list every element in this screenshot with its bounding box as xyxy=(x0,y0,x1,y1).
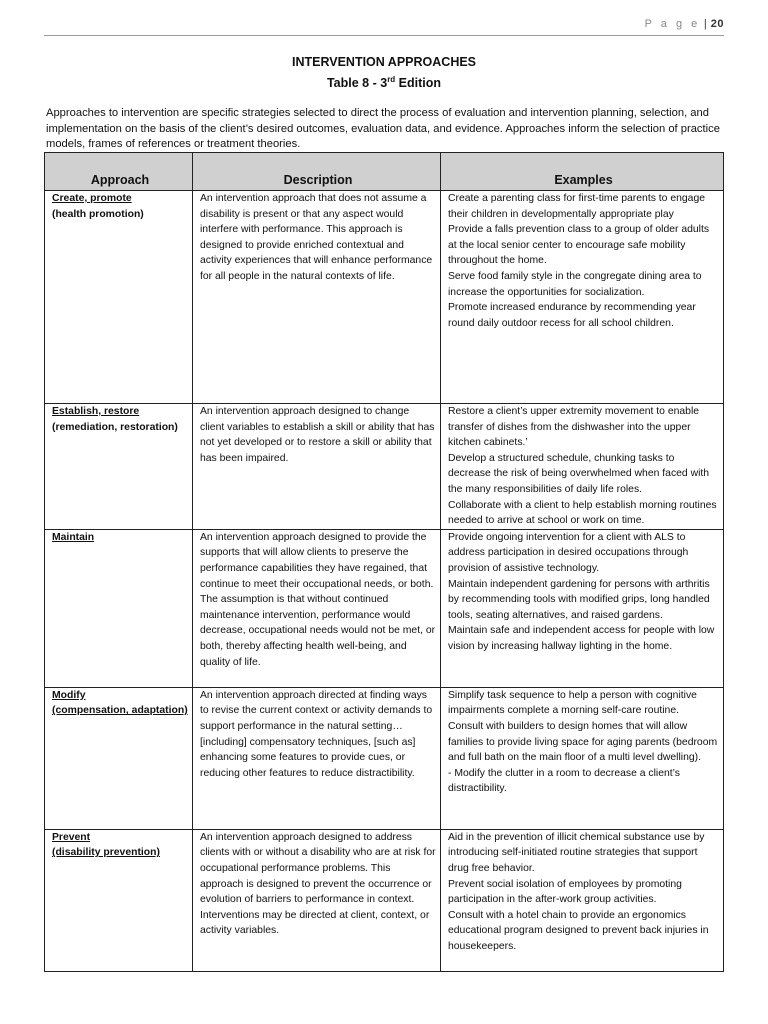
title-line-1: INTERVENTION APPROACHES xyxy=(291,55,477,69)
example-item: Restore a client’s upper extremity movement to enable transfer of dishes from the dishwasher into the upper kitchen cabinets.’ xyxy=(448,406,700,449)
table-row xyxy=(45,687,724,829)
document-title xyxy=(0,54,768,92)
page-label: P a g e xyxy=(644,18,701,30)
example-item: Develop a structured schedule, chunking tasks to decrease the risk of being overwhelmed when faced with the many responsibilities of daily life roles. xyxy=(448,452,710,495)
approach-cell xyxy=(45,829,193,971)
approach-cell xyxy=(45,529,193,687)
examples-cell xyxy=(441,687,724,829)
description-cell: An intervention approach designed to address clients with or without a disability who are at risk for occupational performance problems. This approach is designed to prevent the occurrence or evolution of barriers to performance in context. Interventions may be directed at client, context, or activity variables. xyxy=(193,829,441,971)
example-item: Provide a falls prevention class to a group of older adults at the local senior center to encourage safe mobility throughout the home. xyxy=(448,224,710,267)
intro-paragraph: Approaches to intervention are specific strategies selected to direct the process of evaluation and intervention planning, selection, and implementation on the basis of the client’s desired outcomes, evaluation data, and evidence. Approaches inform the selection of practice models, frames of references or treatment theories. xyxy=(46,107,720,150)
table-row xyxy=(45,191,724,404)
page-separator: | xyxy=(703,18,708,30)
title-line-2 xyxy=(0,71,768,92)
examples-cell xyxy=(441,191,724,404)
approach-cell xyxy=(45,404,193,530)
description-cell: An intervention approach designed to change client variables to establish a skill or ability that has not yet developed or to restore a skill or ability that has been impaired. xyxy=(193,404,441,530)
approach-name: Prevent xyxy=(52,831,91,843)
example-item: Provide ongoing intervention for a client with ALS to address participation in desired occupations through provision of assistive technology. xyxy=(448,531,689,574)
title-superscript: rd xyxy=(387,75,396,84)
approach-subtitle: (remediation, restoration) xyxy=(52,421,178,433)
intervention-table xyxy=(44,152,724,972)
example-item: Maintain independent gardening for persons with arthritis by recommending tools with modified grips, long handled tools, seating alternatives, and raised gardens. xyxy=(448,578,710,621)
page-number: 20 xyxy=(710,18,724,30)
table-header-row xyxy=(45,153,724,191)
example-item: Promote increased endurance by recommending year round daily outdoor recess for all school children. xyxy=(448,302,696,329)
example-item: Maintain safe and independent access for people with low vision by increasing hallway lighting in the home. xyxy=(448,625,715,652)
title-table-label: Table 8 - 3 xyxy=(326,76,388,91)
approach-cell xyxy=(45,191,193,404)
approach-name: Create, promote xyxy=(52,193,132,204)
description-cell: An intervention approach that does not assume a disability is present or that any aspect would interfere with performance. This approach is designed to provide enriched contextual and activity experiences that will enhance performance for all people in the natural contexts of life. xyxy=(193,191,441,404)
table-row xyxy=(45,829,724,971)
column-header-examples: Examples xyxy=(441,153,724,191)
example-item: - Modify the clutter in a room to decrease a client’s distractibility. xyxy=(448,767,680,795)
examples-cell xyxy=(441,529,724,687)
description-cell: An intervention approach designed to provide the supports that will allow clients to preserve the performance capabilities they have regained, that continue to meet their occupational needs, or both. The assumption is that without continued maintenance intervention, performance would decrease, occupational needs would not be met, or both, thereby affecting health well-being, and quality of life. xyxy=(193,529,441,687)
example-item: Simplify task sequence to help a person with cognitive impairments complete a morning self-care routine. xyxy=(448,689,697,717)
example-item: Consult with builders to design homes that will allow families to provide living space for aging parents (bedroom and full bath on the main floor of a multi level dwelling). xyxy=(448,720,718,764)
example-item: Collaborate with a client to help establish morning routines needed to arrive at school or work on time. xyxy=(448,499,717,527)
example-item: Aid in the prevention of illicit chemical substance use by introducing self-initiated routine strategies that support drug free behavior. xyxy=(448,831,705,874)
approach-name: Establish, restore xyxy=(52,406,140,417)
approach-name: Maintain xyxy=(52,531,95,543)
table-row xyxy=(45,404,724,530)
page-header xyxy=(645,18,724,30)
column-header-approach: Approach xyxy=(45,153,193,191)
approach-subtitle: (health promotion) xyxy=(52,208,144,220)
approach-cell xyxy=(45,687,193,829)
approach-subtitle: (disability prevention) xyxy=(52,847,160,859)
example-item: Prevent social isolation of employees by promoting participation in the after-work group activities. xyxy=(448,878,682,906)
examples-cell xyxy=(441,829,724,971)
title-edition: Edition xyxy=(395,76,442,91)
examples-cell xyxy=(441,404,724,530)
example-item: Create a parenting class for first-time parents to engage their children in developmentally appropriate play xyxy=(448,193,706,220)
description-cell: An intervention approach directed at finding ways to revise the current context or activity demands to support performance in the natural setting…[including] compensatory techniques, [such as] enhancing some features to provide cues, or reducing other features to reduce distractibility. xyxy=(193,687,441,829)
approach-subtitle: (compensation, adaptation) xyxy=(52,705,188,717)
column-header-description: Description xyxy=(193,153,441,191)
header-divider xyxy=(44,35,724,36)
example-item: Consult with a hotel chain to provide an ergonomics educational program designed to prevent back injuries in housekeepers. xyxy=(448,909,709,952)
example-item: Serve food family style in the congregate dining area to increase the opportunities for socialization. xyxy=(448,270,702,298)
table-row xyxy=(45,529,724,687)
approach-name: Modify xyxy=(52,689,86,701)
